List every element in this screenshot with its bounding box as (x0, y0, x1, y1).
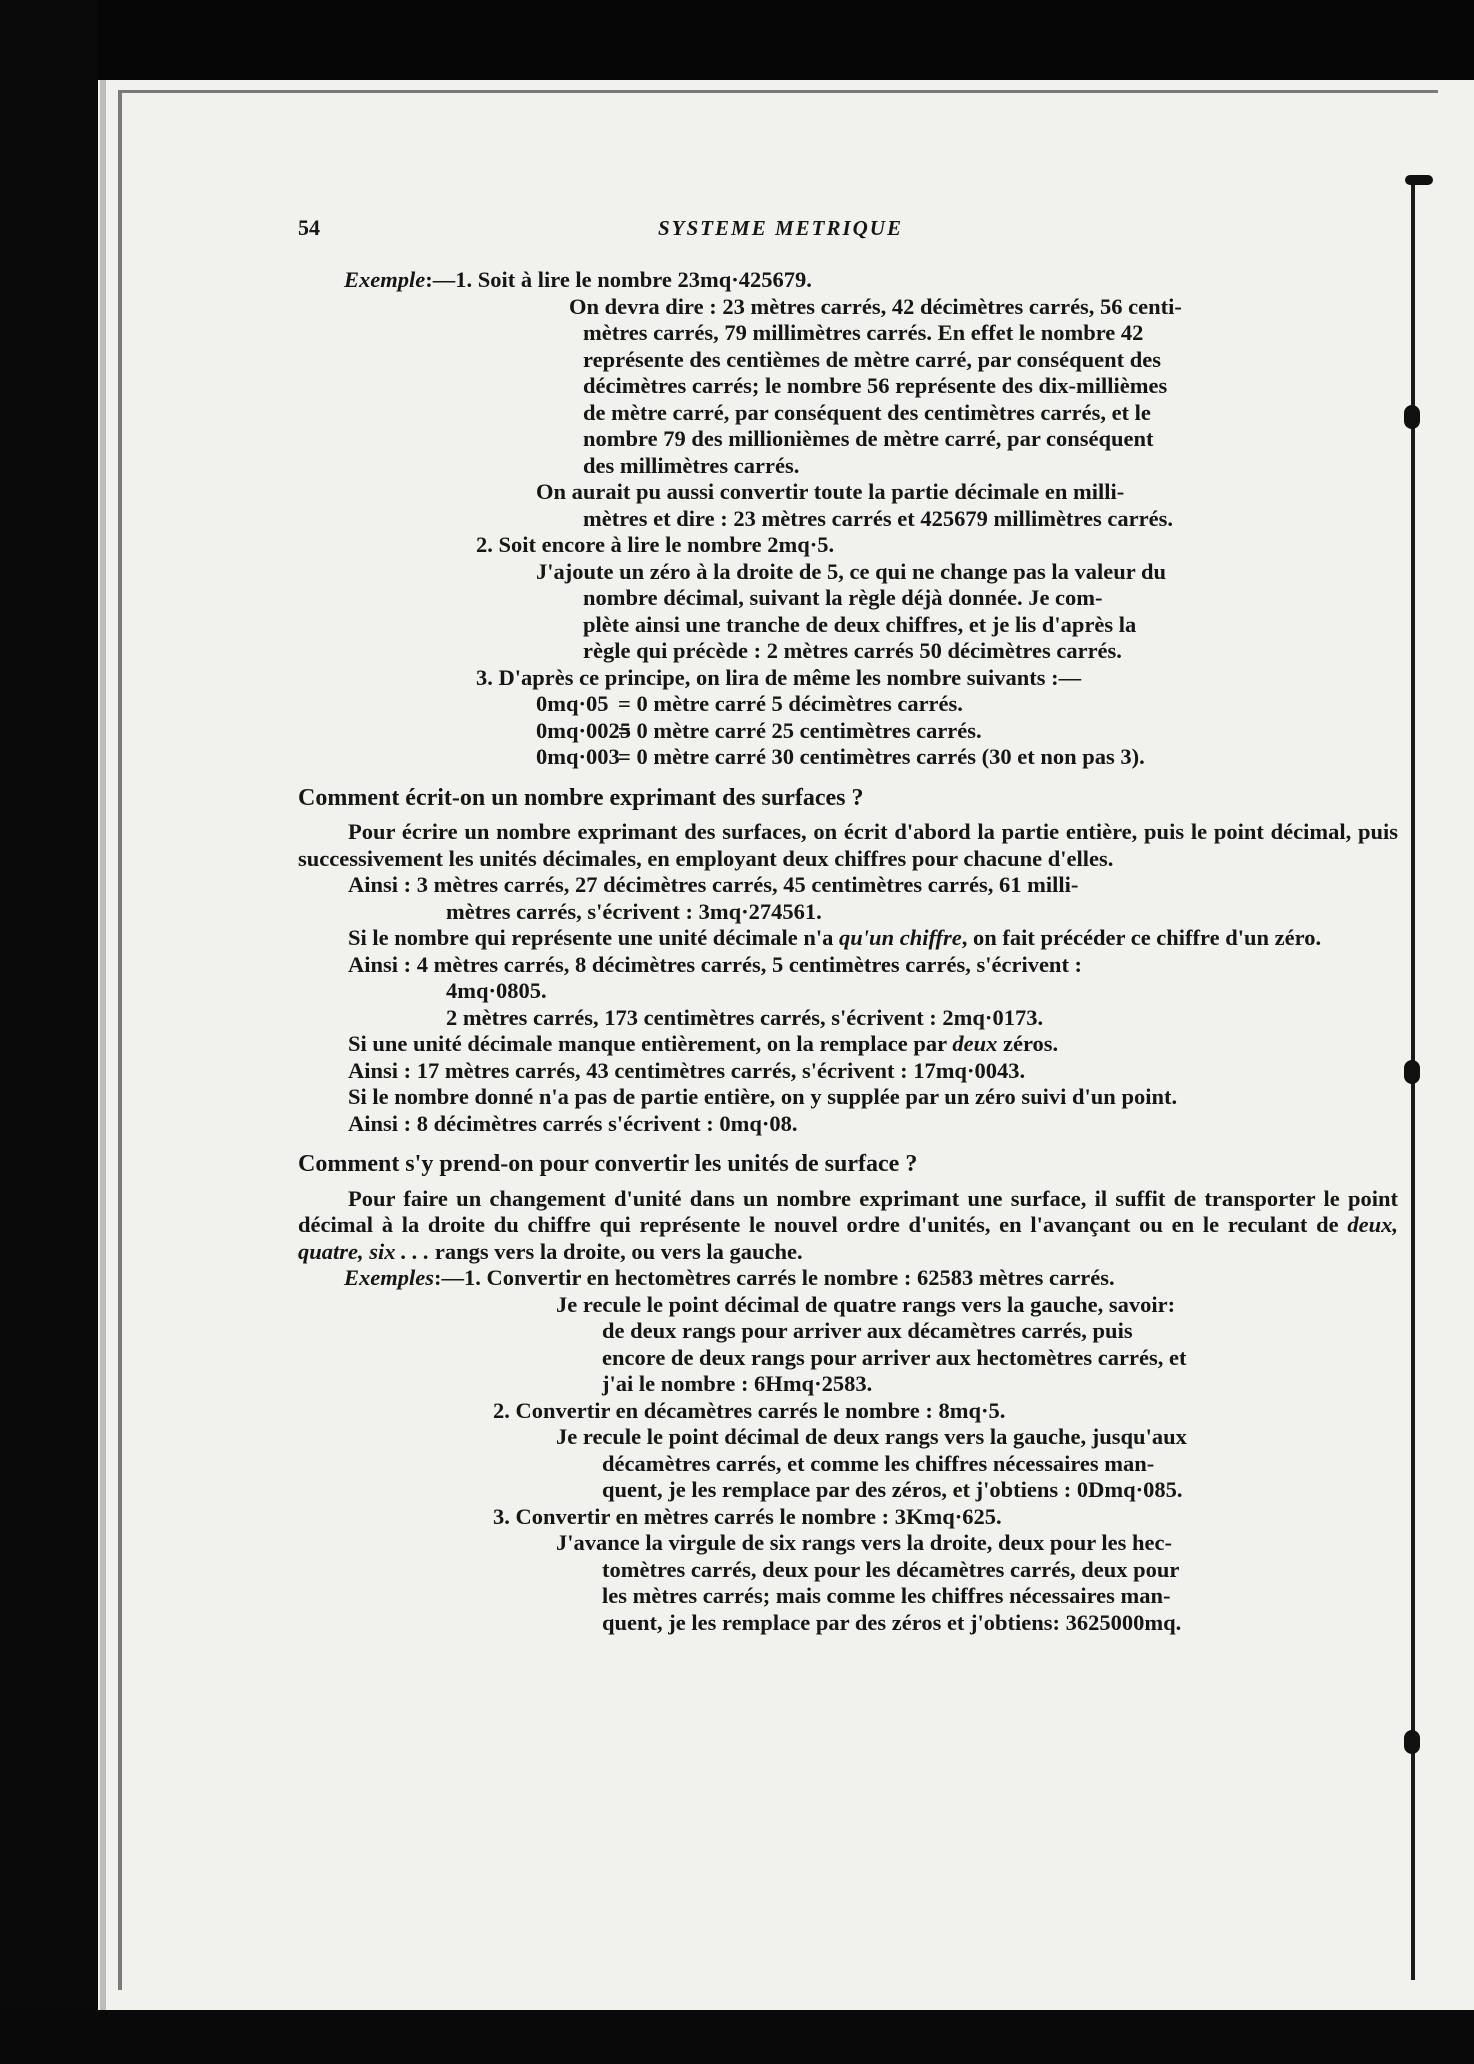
example-text: J'avance la virgule de six rangs vers la droite, deux pour les hec- (556, 1530, 1173, 1555)
ainsi-line: 2 mètres carrés, 173 centimètres carrés, s'écrivent : 2mq·0173. (446, 1004, 1044, 1030)
example-1-text: On aurait pu aussi convertir toute la partie décimale en milli- (536, 479, 1125, 504)
example-text: j'ai le nombre : 6Hmq·2583. (602, 1371, 873, 1396)
paragraph: Pour faire un changement d'unité dans un nombre exprimant une surface, il suffit de transporter le point décimal à la droite du chiffre qui représente le nouvel ordre d'unités, en l'avançant ou en le reculant de deux, quatre, six . . . rangs vers la droite, ou vers la gauche. (298, 1185, 1398, 1264)
example-label: Exemple (344, 267, 426, 292)
example-1-text: mètres carrés, 79 millimètres carrés. En effet le nombre 42 (583, 320, 1144, 345)
page-number: 54 (298, 215, 320, 240)
ainsi-line: Ainsi : 4 mètres carrés, 8 décimètres carrés, 5 centimètres carrés, s'écrivent : (348, 951, 1083, 977)
example-2-text: plète ainsi une tranche de deux chiffres, et je lis d'après la (583, 611, 1137, 637)
running-title: SYSTEME METRIQUE (658, 216, 903, 240)
example-text: tomètres carrés, deux pour les décamètres carrés, deux pour (602, 1556, 1180, 1582)
example-1-text: mètres et dire : 23 mètres carrés et 425679 millimètres carrés. (583, 505, 1173, 531)
example-text: Je recule le point décimal de quatre rangs vers la gauche, savoir: (556, 1291, 1176, 1317)
scan-background-top (0, 0, 1474, 80)
example-1-line: Exemple:—1. Soit à lire le nombre 23mq·425679. (344, 267, 812, 292)
example-2-text: règle qui précède : 2 mètres carrés 50 décimètres carrés. (583, 638, 1122, 663)
binding-mark (1404, 1060, 1420, 1084)
conversion-row: 0mq·0025= 0 mètre carré 25 centimètres carrés. (536, 717, 982, 743)
conversion-row: 0mq·05 = 0 mètre carré 5 décimètres carrés. (536, 691, 963, 716)
example-text: de deux rangs pour arriver aux décamètres carrés, puis (602, 1318, 1133, 1343)
scan-background-bottom (0, 2010, 1474, 2064)
conversion-row: 0mq·003= 0 mètre carré 30 centimètres carrés (30 et non pas 3). (536, 744, 1145, 769)
binding-mark (1405, 175, 1433, 185)
example-1-text: On devra dire : 23 mètres carrés, 42 décimètres carrés, 56 centi- (569, 293, 1182, 319)
examples-label: Exemples (344, 1265, 434, 1290)
page-content (298, 215, 1398, 1636)
section-question: Comment s'y prend-on pour convertir les unités de surface ? (298, 1151, 918, 1177)
example-1-text: nombre 79 des millionièmes de mètre carré, par conséquent (583, 426, 1154, 451)
example-line: 2. Convertir en décamètres carrés le nombre : 8mq·5. (493, 1397, 1006, 1423)
example-1-text: des millimètres carrés. (583, 452, 800, 478)
ainsi-line: Ainsi : 3 mètres carrés, 27 décimètres carrés, 45 centimètres carrés, 61 milli- (348, 872, 1079, 897)
page-border-left (118, 90, 122, 1990)
example-line: 3. Convertir en mètres carrés le nombre : 3Kmq·625. (493, 1503, 1002, 1529)
page-edge (100, 80, 106, 2010)
example-2-text: J'ajoute un zéro à la droite de 5, ce qui ne change pas la valeur du (536, 558, 1167, 584)
example-text: quent, je les remplace par des zéros et j'obtiens: 3625000mq. (602, 1609, 1182, 1635)
binding-mark (1404, 405, 1420, 429)
example-1-text: représente des centièmes de mètre carré, par conséquent des (583, 346, 1161, 372)
book-page (98, 80, 1474, 2010)
ainsi-line: Ainsi : 17 mètres carrés, 43 centimètres carrés, s'écrivent : 17mq·0043. (348, 1057, 1026, 1083)
ainsi-line: 4mq·0805. (446, 978, 547, 1003)
example-text: les mètres carrés; mais comme les chiffres nécessaires man- (602, 1583, 1171, 1608)
example-text: décamètres carrés, et comme les chiffres nécessaires man- (602, 1450, 1155, 1476)
ainsi-line: mètres carrés, s'écrivent : 3mq·274561. (446, 898, 822, 924)
page-border-top (118, 90, 1438, 93)
examples-line: Exemples:—1. Convertir en hectomètres carrés le nombre : 62583 mètres carrés. (344, 1265, 1115, 1290)
paragraph: Si une unité décimale manque entièrement, on la remplace par deux zéros. (348, 1031, 1059, 1056)
example-text: Je recule le point décimal de deux rangs vers la gauche, jusqu'aux (556, 1424, 1187, 1449)
paragraph: Si le nombre qui représente une unité décimale n'a qu'un chiffre, on fait précéder ce chiffre d'un zéro. (348, 925, 1322, 950)
example-3-line: 3. D'après ce principe, on lira de même les nombre suivants :— (476, 664, 1082, 690)
example-text: quent, je les remplace par des zéros, et j'obtiens : 0Dmq·085. (602, 1477, 1183, 1502)
section-question: Comment écrit-on un nombre exprimant des surfaces ? (298, 784, 864, 811)
paragraph: Si le nombre donné n'a pas de partie entière, on y supplée par un zéro suivi d'un point. (348, 1084, 1178, 1109)
ainsi-line: Ainsi : 8 décimètres carrés s'écrivent : 0mq·08. (348, 1110, 798, 1136)
example-2-text: nombre décimal, suivant la règle déjà donnée. Je com- (583, 585, 1103, 610)
scan-background-left (0, 0, 98, 2064)
example-text: encore de deux rangs pour arriver aux hectomètres carrés, et (602, 1344, 1187, 1370)
example-1-text: de mètre carré, par conséquent des centimètres carrés, et le (583, 399, 1151, 425)
paragraph: Pour écrire un nombre exprimant des surfaces, on écrit d'abord la partie entière, puis le point décimal, puis successivement les unités décimales, en employant deux chiffres pour chacune d'elles. (298, 819, 1398, 871)
example-2-line: 2. Soit encore à lire le nombre 2mq·5. (476, 532, 835, 557)
binding-mark (1404, 1730, 1420, 1754)
example-1-text: décimètres carrés; le nombre 56 représente des dix-millièmes (583, 373, 1168, 398)
running-header (298, 215, 1398, 255)
